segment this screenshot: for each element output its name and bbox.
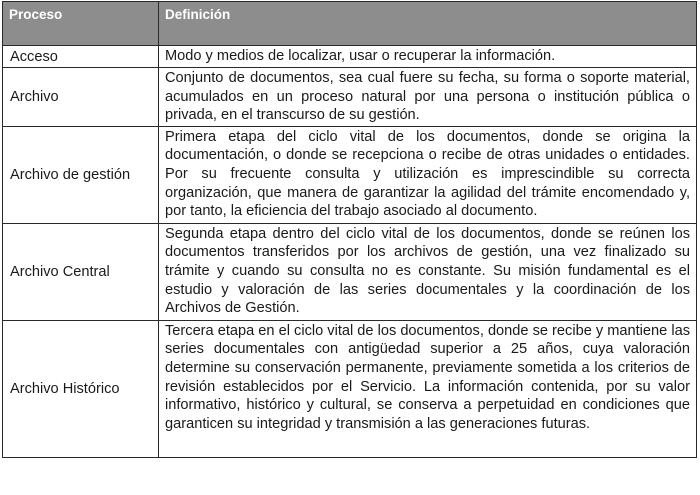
- definicion-cell: Primera etapa del ciclo vital de los documentos, donde se origina la documentación, o donde se recepciona o recibe de otras unidades o entidades. Por su frecuente consulta y utilización es imprescindible su correcta organización, que manera de garantizar la agilidad del trámite encomendado y, por tanto, la eficiencia del trabajo asociado al documento.: [159, 126, 697, 223]
- header-definicion: Definición: [159, 2, 697, 46]
- definicion-cell: Conjunto de documentos, sea cual fuere su fecha, su forma o soporte material, acumulados en un proceso natural por una persona o institución pública o privada, en el transcurso de su gestión.: [159, 68, 697, 127]
- table-row: [3, 320, 697, 457]
- table-row: [3, 46, 697, 68]
- table-row: [3, 223, 697, 320]
- table-row: [3, 68, 697, 127]
- definicion-cell: Segunda etapa dentro del ciclo vital de los documentos, donde se reúnen los documentos transferidos por los archivos de gestión, una vez finalizado su trámite y cuando su consulta no es constante. Su misión fundamental es el estudio y valoración de las series documentales y la coordinación de los Archivos de Gestión.: [159, 223, 697, 320]
- table-body: [3, 46, 697, 458]
- table-header: [3, 2, 697, 46]
- proceso-cell: Archivo: [3, 68, 159, 127]
- proceso-cell: Archivo Histórico: [3, 320, 159, 457]
- definicion-cell: Modo y medios de localizar, usar o recuperar la información.: [159, 46, 697, 68]
- proceso-cell: Archivo de gestión: [3, 126, 159, 223]
- header-proceso: Proceso: [3, 2, 159, 46]
- proceso-cell: Archivo Central: [3, 223, 159, 320]
- definitions-table: [2, 1, 697, 458]
- header-row: [3, 2, 697, 46]
- proceso-cell: Acceso: [3, 46, 159, 68]
- definicion-cell: Tercera etapa en el ciclo vital de los documentos, donde se recibe y mantiene las series documentales con antigüedad superior a 25 años, cuya valoración determine su conservación permanente, previamente sometida a los criterios de revisión establecidos por el Servicio. La información contenida, por su valor informativo, histórico y cultural, se conserva a perpetuidad en condiciones que garanticen su integridad y transmisión a las generaciones futuras.: [159, 320, 697, 457]
- table-row: [3, 126, 697, 223]
